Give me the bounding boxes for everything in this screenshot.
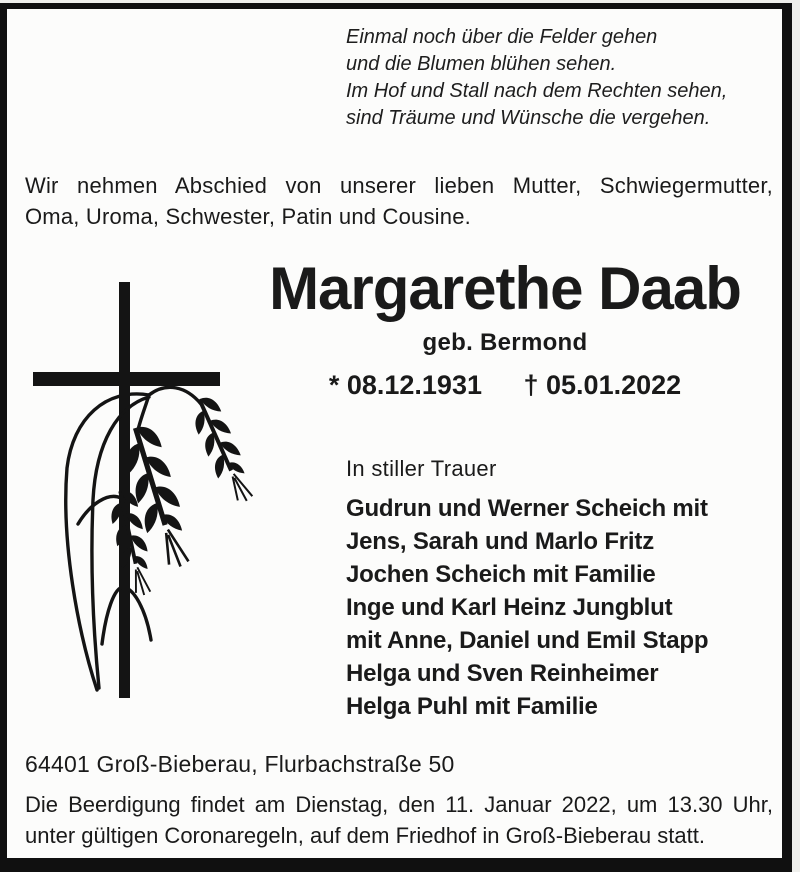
- mourner-line: Inge und Karl Heinz Jungblut: [346, 594, 673, 621]
- poem-line: und die Blumen blühen sehen.: [346, 53, 617, 75]
- mourner-line: Helga und Sven Reinheimer: [346, 660, 659, 687]
- farewell-text: [25, 170, 773, 232]
- mourning-intro: In stiller Trauer: [346, 456, 497, 481]
- death-date: † 05.01.2022: [523, 370, 682, 400]
- mourners-list: [346, 492, 708, 723]
- mourner-line: mit Anne, Daniel und Emil Stapp: [346, 627, 709, 654]
- cross-wheat-illustration: [18, 272, 258, 712]
- address-line: 64401 Groß-Bieberau, Flurbachstraße 50: [25, 751, 455, 777]
- farewell-line: Wir nehmen Abschied von unserer lieben Mutter, Schwiegermutter,: [25, 173, 773, 198]
- mourner-line: Jochen Scheich mit Familie: [346, 561, 656, 588]
- funeral-line: unter gültigen Coronaregeln, auf dem Friedhof in Groß-Bieberau statt.: [25, 823, 705, 848]
- mourner-line: Gudrun und Werner Scheich mit: [346, 495, 708, 522]
- poem-line: Im Hof und Stall nach dem Rechten sehen,: [346, 80, 728, 102]
- maiden-name: geb. Bermond: [422, 329, 588, 356]
- deceased-name: Margarethe Daab: [269, 255, 741, 322]
- deceased-block: [238, 255, 772, 401]
- life-dates: [238, 370, 772, 401]
- funeral-info: [25, 789, 773, 851]
- memorial-poem: [346, 24, 766, 132]
- birth-date: * 08.12.1931: [328, 370, 482, 400]
- mourner-line: Helga Puhl mit Familie: [346, 693, 598, 720]
- mourner-line: Jens, Sarah und Marlo Fritz: [346, 528, 654, 555]
- cross-icon: [33, 282, 220, 698]
- farewell-line: Oma, Uroma, Schwester, Patin und Cousine.: [25, 204, 471, 229]
- poem-line: sind Träume und Wünsche die vergehen.: [346, 107, 711, 129]
- poem-line: Einmal noch über die Felder gehen: [346, 26, 658, 48]
- funeral-line: Die Beerdigung findet am Dienstag, den 11. Januar 2022, um 13.30 Uhr,: [25, 792, 773, 817]
- cross-wheat-icon: [18, 272, 258, 712]
